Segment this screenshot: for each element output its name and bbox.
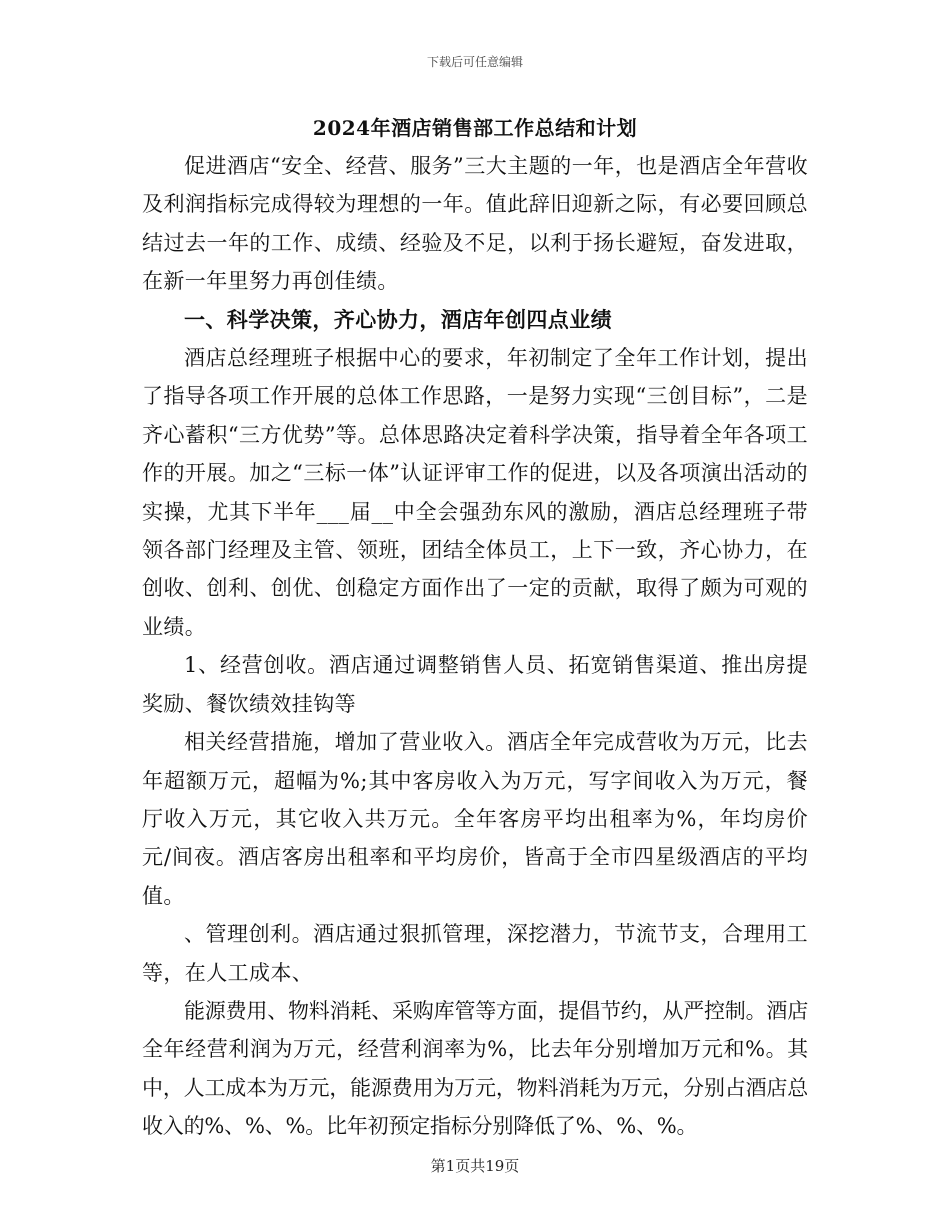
section-paragraph: 酒店总经理班子根据中心的要求，年初制定了全年工作计划，提出了指导各项工作开展的总体工作思路，一是努力实现“三创目标”，二是齐心蓄积“三方优势”等。总体思路决定着科学决策，指导着全年各项工作的开展。加之“三标一体”认证评审工作的促进，以及各项演出活动的实操，尤其下半年___届__中全会强劲东风的激励，酒店总经理班子带领各部门经理及主管、领班，团结全体员工，上下一致，齐心协力，在创收、创利、创优、创稳定方面作出了一定的贡献，取得了颇为可观的业绩。 [142,346,808,639]
profit-detail-paragraph: 能源费用、物料消耗、采购库管等方面，提倡节约，从严控制。酒店全年经营利润为万元，经营利润率为%，比去年分别增加万元和%。其中，人工成本为万元，能源费用为万元，物料消耗为万元，分别占酒店总收入的%、%、%。比年初预定指标分别降低了%、%、%。 [142,998,808,1139]
header-note: 下载后可任意编辑 [426,55,523,69]
revenue-detail-paragraph: 相关经营措施，增加了营业收入。酒店全年完成营收为万元，比去年超额万元，超幅为%;其中客房收入为万元，写字间收入为万元，餐厅收入万元，其它收入共万元。全年客房平均出租率为%，年均房价元/间夜。酒店客房出租率和平均房价，皆高于全市四星级酒店的平均值。 [142,730,808,908]
intro-paragraph: 促进酒店“安全、经营、服务”三大主题的一年，也是酒店全年营收及利润指标完成得较为理想的一年。值此辞旧迎新之际，有必要回顾总结过去一年的工作、成绩、经验及不足，以利于扬长避短，奋发进取，在新一年里努力再创佳绩。 [142,154,808,294]
document-body [142,147,808,1146]
profit-item-paragraph: 、管理创利。酒店通过狠抓管理，深挖潜力，节流节支，合理用工等，在人工成本、 [142,922,808,985]
document-title: 2024年酒店销售部工作总结和计划 [312,116,638,140]
revenue-item-paragraph: 1、经营创收。酒店通过调整销售人员、拓宽销售渠道、推出房提奖励、餐饮绩效挂钩等 [142,653,808,716]
page-footer: 第1页共19页 [430,1157,520,1175]
section-heading: 一、科学决策，齐心协力，酒店年创四点业绩 [184,306,612,332]
